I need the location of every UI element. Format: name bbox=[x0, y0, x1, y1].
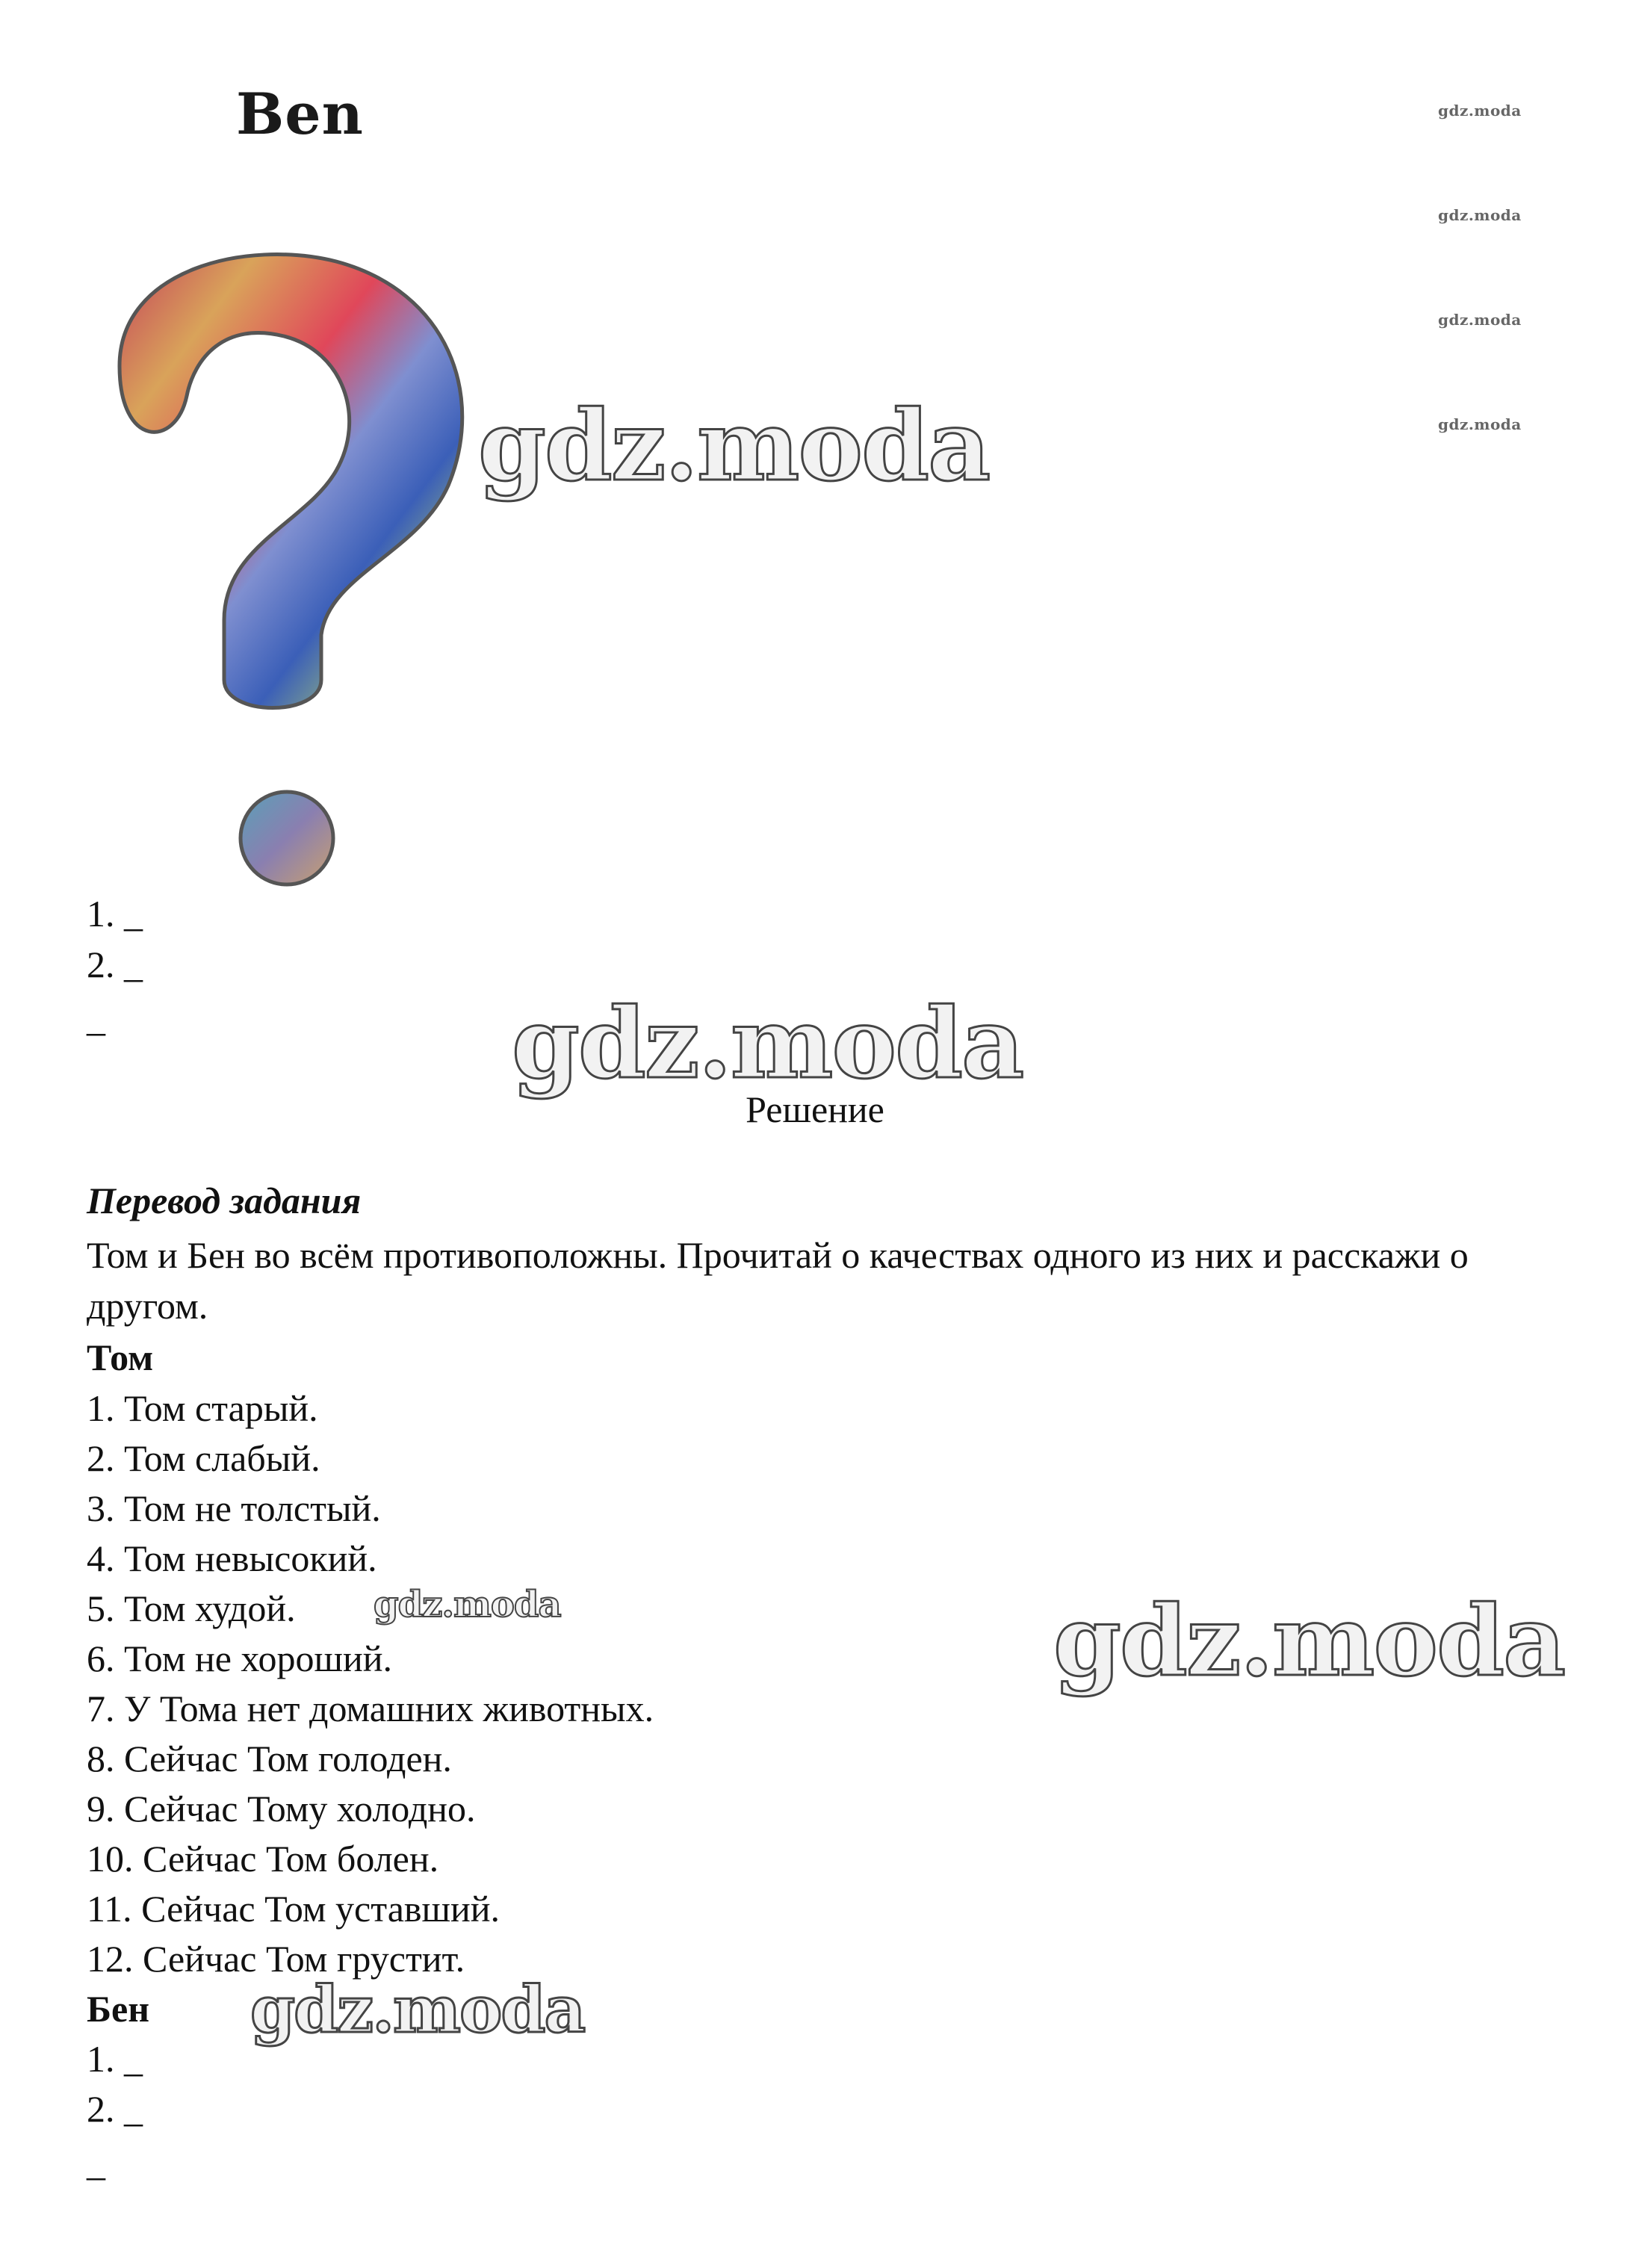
watermark: gdz.moda bbox=[1438, 415, 1522, 433]
list-item: 1. Том старый. bbox=[87, 1387, 318, 1429]
list-item: 2. Том слабый. bbox=[87, 1437, 320, 1479]
watermark: gdz.moda bbox=[478, 388, 990, 503]
tom-label: Том bbox=[87, 1336, 154, 1378]
list-item: 5. Том худой. bbox=[87, 1587, 296, 1629]
list-item: 4. Том невысокий. bbox=[87, 1537, 377, 1579]
list-item: 7. У Тома нет домашних животных. bbox=[87, 1688, 654, 1729]
watermark: gdz.moda bbox=[250, 1972, 585, 2048]
answer-line: 2. _ bbox=[87, 944, 143, 985]
list-item: 3. Том не толстый. bbox=[87, 1487, 381, 1529]
solution-label: Решение bbox=[746, 1088, 884, 1130]
question-mark-icon bbox=[97, 232, 486, 889]
list-item: 11. Сейчас Том уставший. bbox=[87, 1888, 501, 1930]
answer-line: _ bbox=[87, 2142, 105, 2184]
watermark: gdz.moda bbox=[512, 986, 1023, 1100]
watermark: gdz.moda bbox=[1053, 1584, 1565, 1698]
watermark: gdz.moda bbox=[1438, 206, 1522, 224]
watermark: gdz.moda bbox=[1438, 311, 1522, 329]
answer-line: 1. _ bbox=[87, 893, 143, 935]
answer-line: 2. _ bbox=[87, 2088, 143, 2130]
list-item: 8. Сейчас Том голоден. bbox=[87, 1738, 452, 1779]
watermark: gdz.moda bbox=[374, 1584, 561, 1626]
list-item: 6. Том не хороший. bbox=[87, 1638, 393, 1679]
answer-line: 1. _ bbox=[87, 2038, 143, 2080]
watermark: gdz.moda bbox=[1438, 102, 1522, 120]
translation-title: Перевод задания bbox=[87, 1180, 362, 1221]
ben-heading: Ben bbox=[236, 81, 364, 147]
translation-text: Том и Бен во всём противоположны. Прочитай о качествах одного из них и расскажи о другом. bbox=[87, 1234, 1469, 1327]
list-item: 9. Сейчас Тому холодно. bbox=[87, 1788, 476, 1829]
list-item: 12. Сейчас Том грустит. bbox=[87, 1938, 465, 1980]
answer-line: _ bbox=[87, 997, 105, 1039]
ben-label: Бен bbox=[87, 1988, 150, 2030]
list-item: 10. Сейчас Том болен. bbox=[87, 1838, 439, 1880]
